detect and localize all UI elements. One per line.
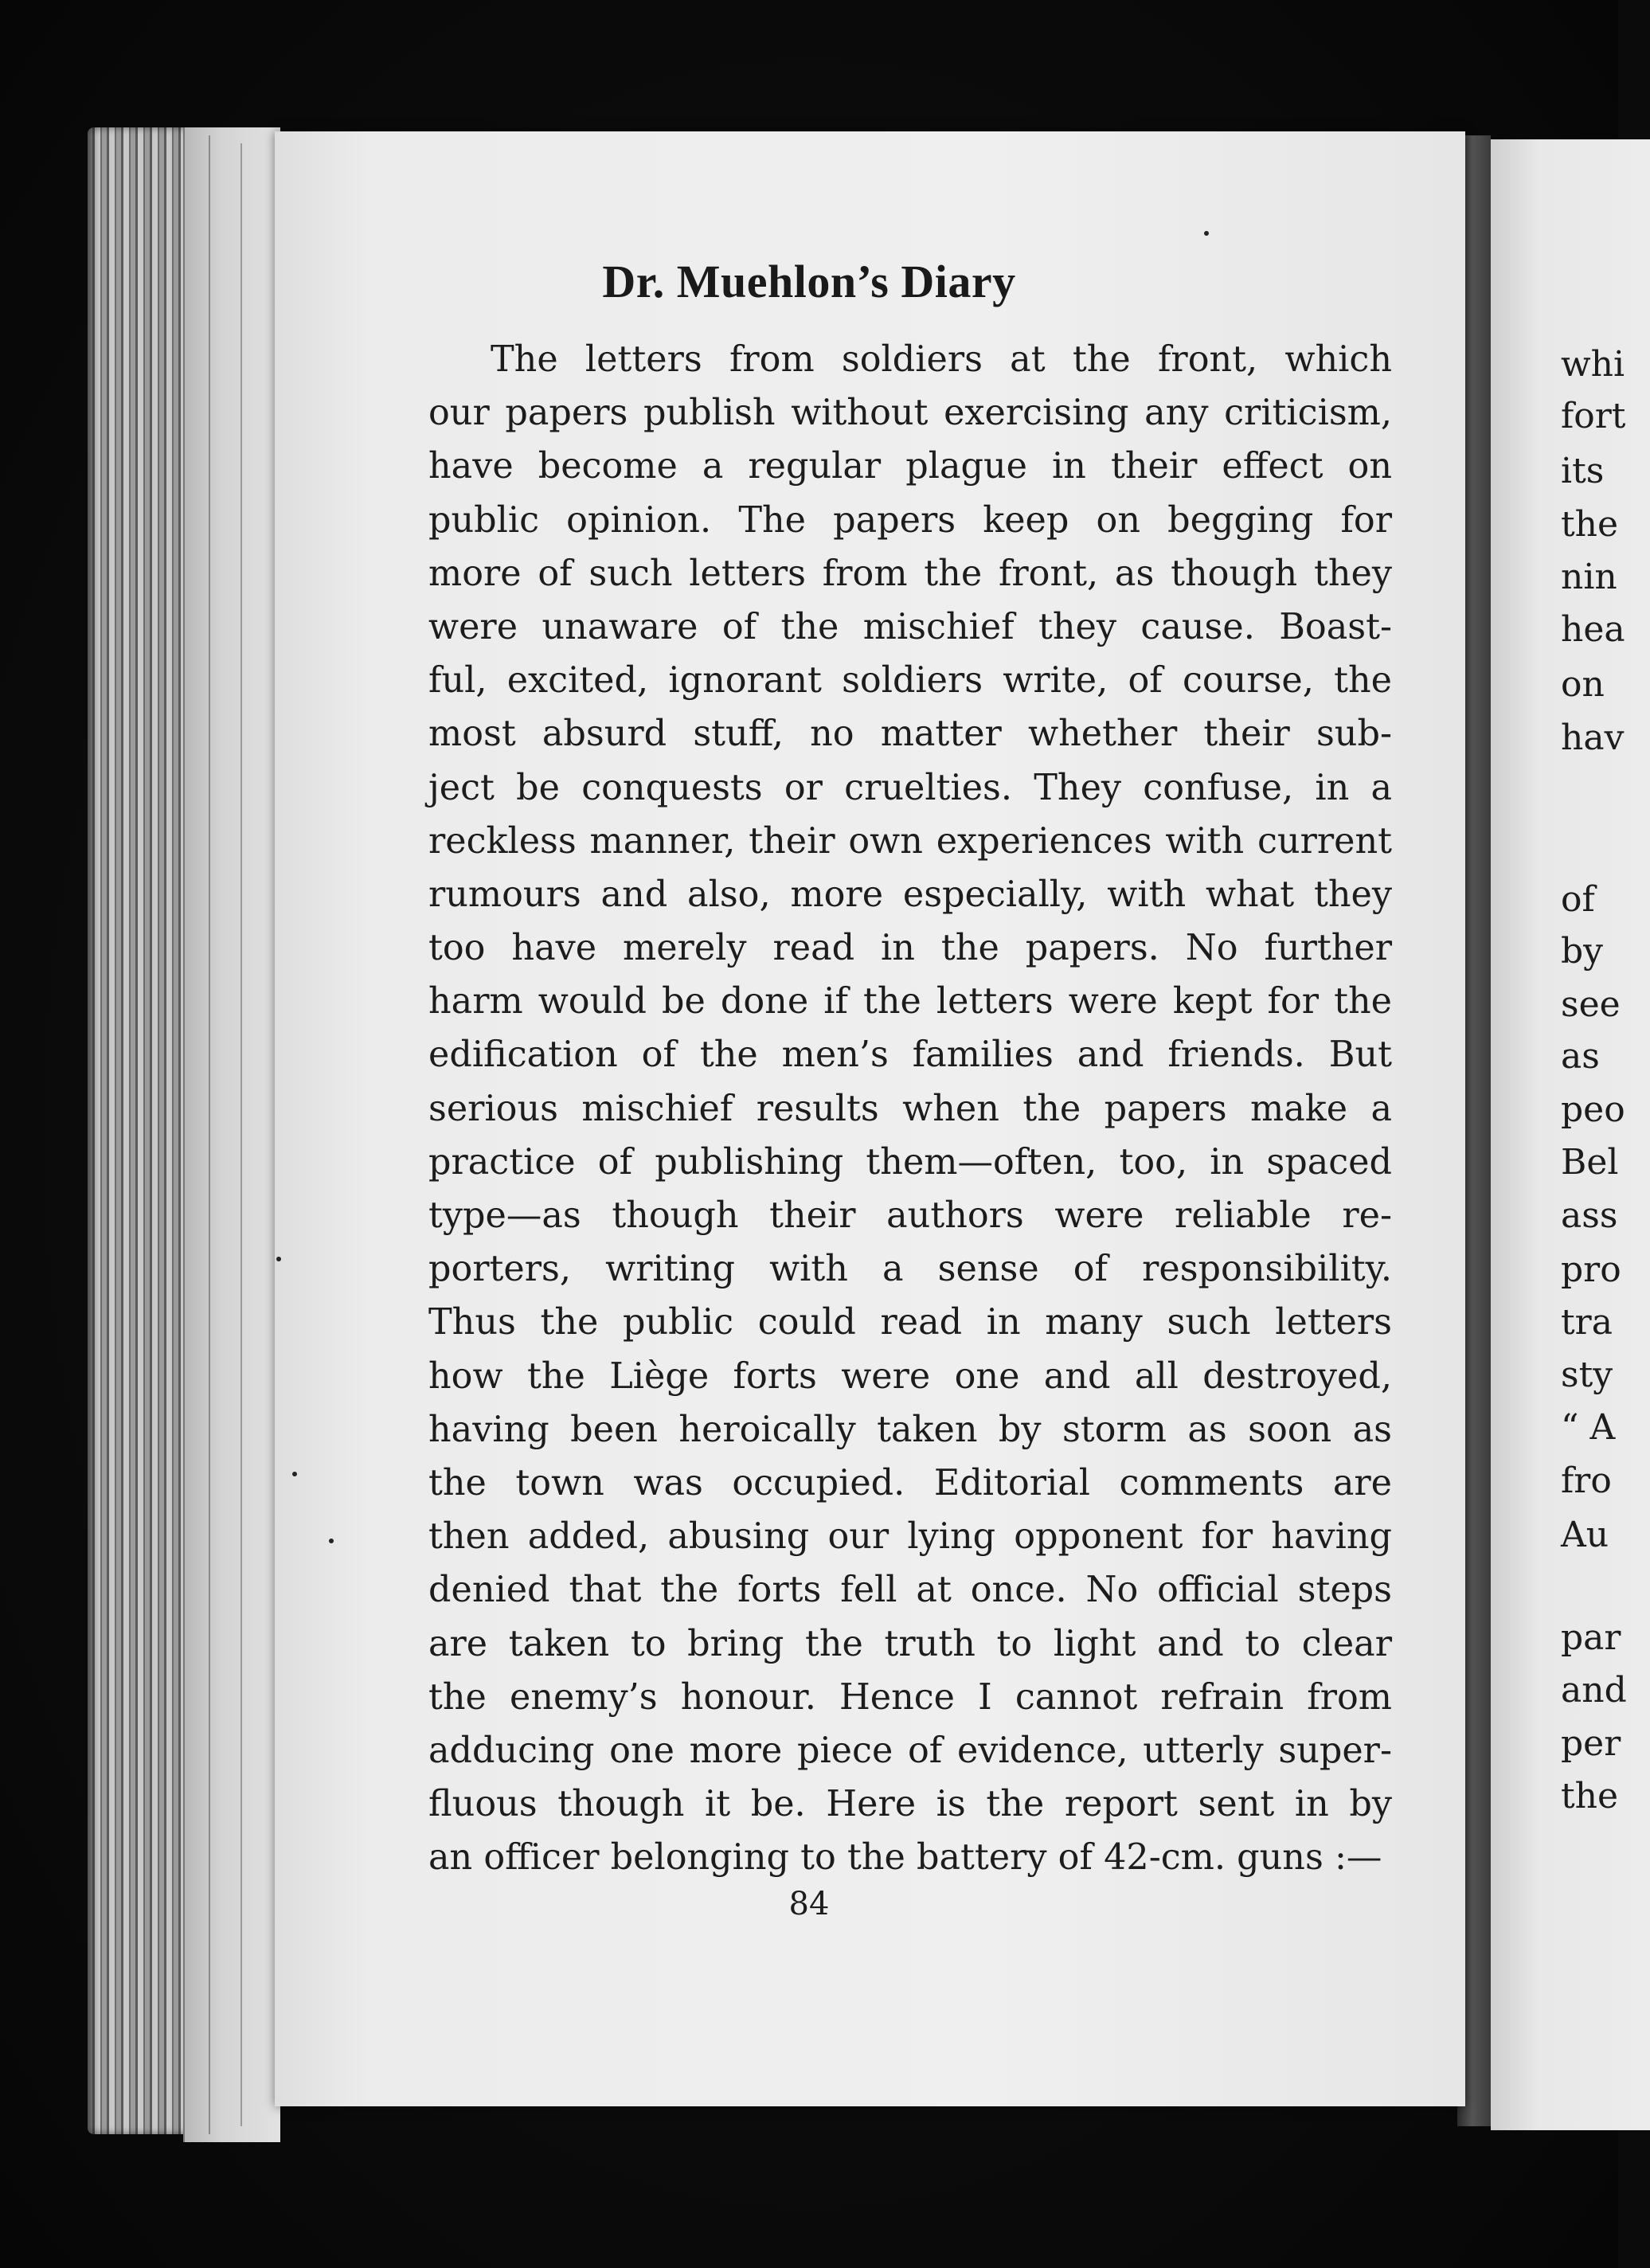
text-line: practice of publishing them—often, too, in spaced (428, 1141, 1392, 1183)
facing-page-line: “ A (1561, 1407, 1616, 1448)
text-line: how the Liège forts were one and all destroyed, (428, 1355, 1392, 1397)
text-line: Thus the public could read in many such letters (428, 1302, 1392, 1343)
facing-page-line: nin (1561, 557, 1617, 597)
facing-page-line: see (1561, 984, 1621, 1025)
facing-page-line: tra (1561, 1302, 1613, 1343)
facing-page-line: par (1561, 1617, 1621, 1658)
text-line: are taken to bring the truth to light and to clear (428, 1623, 1392, 1664)
facing-page-line: peo (1561, 1089, 1625, 1130)
text-line: rumours and also, more especially, with what they (428, 874, 1392, 915)
facing-page-line: hav (1561, 718, 1625, 758)
facing-page-line: as (1561, 1036, 1600, 1077)
text-line: having been heroically taken by storm as soon as (428, 1409, 1392, 1450)
text-line: then added, abusing our lying opponent for having (428, 1516, 1392, 1558)
text-line: were unaware of the mischief they cause. Boast- (428, 606, 1392, 647)
facing-page-line: on (1561, 664, 1605, 705)
page-number: 84 (788, 1886, 830, 1922)
text-line: reckless manner, their own experiences with current (428, 820, 1392, 862)
text-line: too have merely read in the papers. No further (428, 928, 1392, 969)
facing-page-line: whi (1561, 344, 1625, 385)
text-line: more of such letters from the front, as though they (428, 553, 1392, 594)
text-line: denied that the forts fell at once. No official steps (428, 1570, 1392, 1611)
dust-speck (292, 1472, 297, 1476)
text-line: fluous though it be. Here is the report sent in by (428, 1784, 1392, 1825)
facing-page-line: its (1561, 451, 1605, 491)
text-line: public opinion. The papers keep on begging for (428, 499, 1392, 541)
facing-page-line: by (1561, 931, 1604, 972)
text-line: porters, writing with a sense of responsibility. (428, 1249, 1392, 1290)
text-line: have become a regular plague in their effect on (428, 446, 1392, 487)
text-line: ful, excited, ignorant soldiers write, of course, the (428, 660, 1392, 702)
facing-page-line: Bel (1561, 1142, 1619, 1183)
facing-page-line: per (1561, 1723, 1621, 1764)
text-line: The letters from soldiers at the front, which (491, 339, 1392, 380)
facing-page-line: ass (1561, 1195, 1618, 1236)
inner-page-edges (183, 127, 280, 2142)
running-head: Dr. Muehlon’s Diary (602, 256, 1016, 307)
facing-page-line: fro (1561, 1461, 1612, 1501)
text-line: adducing one more piece of evidence, utterly super- (428, 1730, 1392, 1771)
facing-page-line: hea (1561, 609, 1625, 650)
text-line: type—as though their authors were reliable re- (428, 1195, 1392, 1236)
text-line: serious mischief results when the papers make a (428, 1088, 1392, 1129)
text-line: harm would be done if the letters were kept for the (428, 981, 1392, 1023)
dust-speck (276, 1257, 281, 1261)
facing-page-line: sty (1561, 1355, 1613, 1395)
page-body-text (428, 333, 1392, 1884)
text-line: most absurd stuff, no matter whether their sub- (428, 714, 1392, 755)
text-line: an officer belonging to the battery of 42-cm. guns :— (428, 1837, 1382, 1879)
facing-page (1491, 139, 1650, 2130)
facing-page-line: the (1561, 1776, 1619, 1816)
facing-page-line: and (1561, 1670, 1627, 1711)
text-line: ject be conquests or cruelties. They confuse, in a (428, 767, 1392, 808)
text-line: our papers publish without exercising any criticism, (428, 393, 1392, 434)
facing-page-line: Au (1561, 1515, 1609, 1555)
facing-page-line: fort (1561, 396, 1626, 436)
text-line: the town was occupied. Editorial comments are (428, 1462, 1392, 1504)
text-line: edification of the men’s families and friends. But (428, 1034, 1392, 1076)
facing-page-line: of (1561, 879, 1595, 920)
facing-page-line: the (1561, 504, 1619, 545)
text-line: the enemy’s honour. Hence I cannot refrain from (428, 1676, 1392, 1718)
dust-speck (1204, 231, 1209, 236)
facing-page-line: pro (1561, 1249, 1621, 1290)
dust-speck (329, 1539, 334, 1543)
